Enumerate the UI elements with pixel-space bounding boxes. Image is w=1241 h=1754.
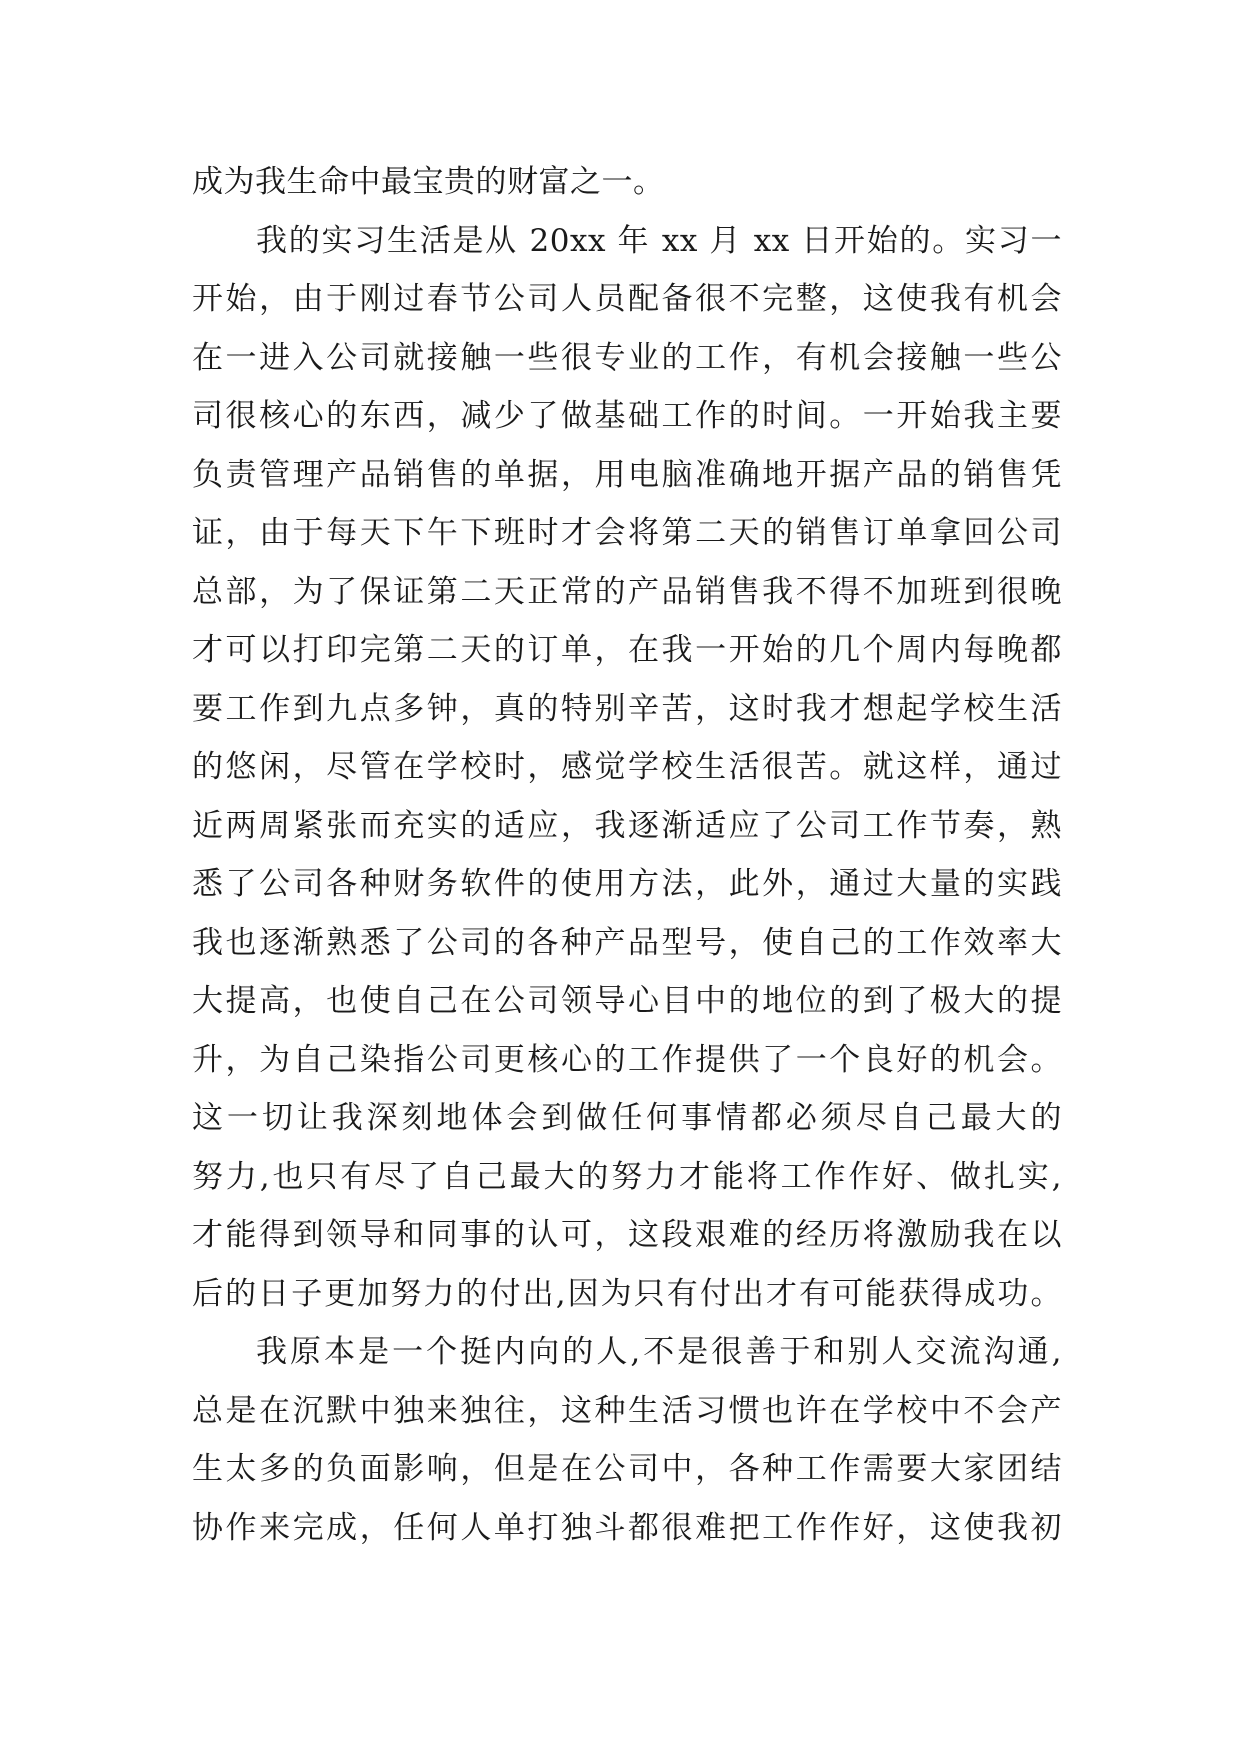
text-line: 这一切让我深刻地体会到做任何事情都必须尽自己最大的 [192,1100,1062,1136]
text-line: 近两周紧张而充实的适应，我逐渐适应了公司工作节奏，熟 [192,807,1062,844]
text-line: 开始，由于刚过春节公司人员配备很不完整，这使我有机会 [192,281,1062,317]
text-line: 司很核心的东西，减少了做基础工作的时间。一开始我主要 [192,398,1062,434]
text-line: 总部，为了保证第二天正常的产品销售我不得不加班到很晚 [192,573,1062,610]
text-line: 生太多的负面影响，但是在公司中，各种工作需要大家团结 [192,1451,1062,1487]
text-line: 才可以打印完第二天的订单，在我一开始的几个周内每晚都 [192,632,1062,668]
text-line: 要工作到九点多钟，真的特别辛苦，这时我才想起学校生活 [192,690,1062,727]
paragraph-first-line: 我的实习生活是从 20xx 年 xx 月 xx 日开始的。实习一 [256,222,1062,259]
text-line: 我也逐渐熟悉了公司的各种产品型号，使自己的工作效率大 [192,924,1062,961]
text-line: 成为我生命中最宝贵的财富之一。 [192,164,665,200]
text-line: 后的日子更加努力的付出,因为只有付出才有可能获得成功。 [192,1275,1062,1312]
text-line: 的悠闲，尽管在学校时，感觉学校生活很苦。就这样，通过 [192,749,1062,785]
text-line: 证，由于每天下午下班时才会将第二天的销售订单拿回公司 [192,515,1062,551]
text-line: 才能得到领导和同事的认可，这段艰难的经历将激励我在以 [192,1217,1062,1253]
text-line: 悉了公司各种财务软件的使用方法，此外，通过大量的实践 [192,866,1062,902]
paragraph-first-line: 我原本是一个挺内向的人,不是很善于和别人交流沟通, [256,1334,1062,1370]
text-line: 大提高，也使自己在公司领导心目中的地位的到了极大的提 [192,983,1062,1019]
text-line: 总是在沉默中独来独往，这种生活习惯也许在学校中不会产 [192,1392,1062,1429]
body-text [192,153,1062,1557]
text-line: 在一进入公司就接触一些很专业的工作，有机会接触一些公 [192,339,1062,376]
text-line: 升，为自己染指公司更核心的工作提供了一个良好的机会。 [192,1041,1062,1078]
text-line: 努力,也只有尽了自己最大的努力才能将工作作好、做扎实, [192,1158,1062,1195]
text-line: 负责管理产品销售的单据，用电脑准确地开据产品的销售凭 [192,456,1062,493]
text-line: 协作来完成，任何人单打独斗都很难把工作作好，这使我初 [192,1509,1062,1546]
